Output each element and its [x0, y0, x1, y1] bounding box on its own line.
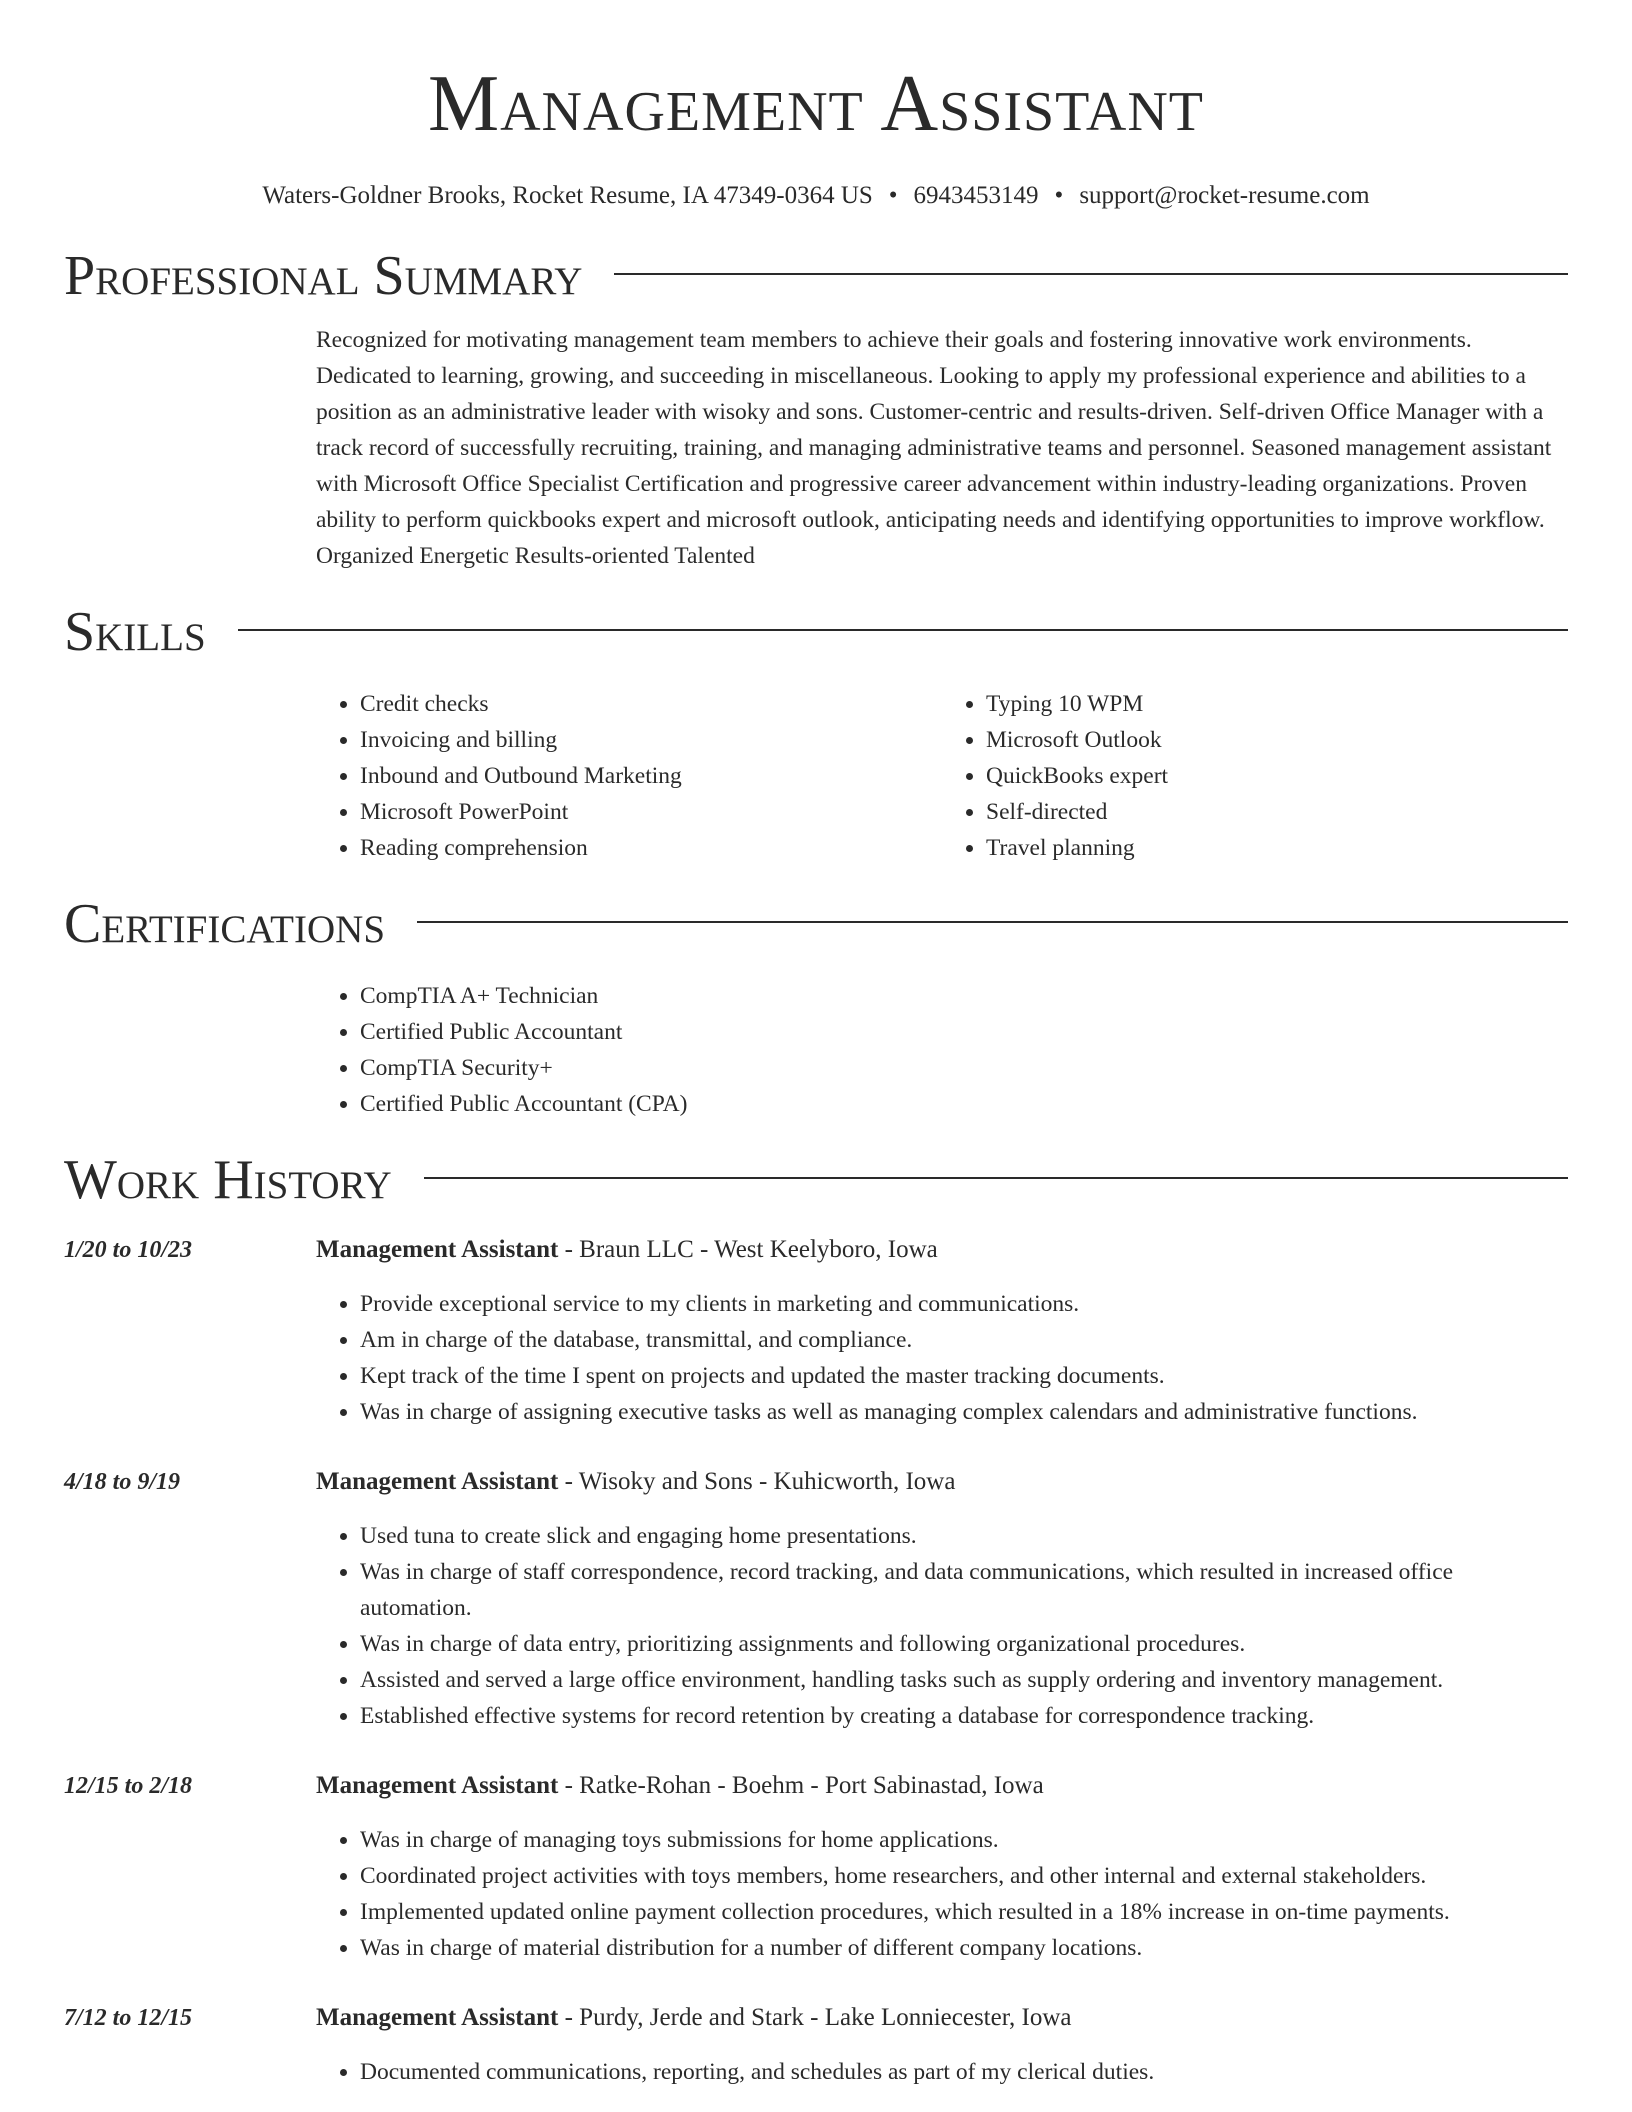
certifications-heading: Certifications: [64, 893, 386, 955]
skill-item: • Microsoft Outlook: [986, 722, 1568, 758]
contact-email: support@rocket-resume.com: [1079, 182, 1370, 209]
contact-phone: 6943453149: [913, 182, 1039, 209]
job-bullets: [316, 1822, 1568, 1966]
summary-heading: Professional Summary: [64, 245, 583, 307]
skills-heading: Skills: [64, 601, 206, 663]
job-bullets: [316, 2054, 1568, 2090]
job-employer: - Ratke-Rohan - Boehm - Port Sabinastad, Iowa: [558, 1772, 1044, 1799]
job-title: Management Assistant: [316, 2004, 559, 2031]
job-employer: - Wisoky and Sons - Kuhicworth, Iowa: [558, 1468, 956, 1495]
job-bullet: • Established effective systems for record retention by creating a database for correspondence tracking.: [360, 1698, 1568, 1734]
job-title: Management Assistant: [316, 1236, 559, 1263]
certifications-list: [316, 978, 1568, 1122]
certification-item: • CompTIA Security+: [360, 1050, 1568, 1086]
job-bullet: • Am in charge of the database, transmittal, and compliance.: [360, 1322, 1568, 1358]
contact-separator: •: [888, 182, 898, 209]
job-entry: [64, 1768, 1568, 1966]
job-title-line: [316, 1464, 1568, 1500]
skills-list: [316, 686, 1568, 866]
job-bullet: • Kept track of the time I spent on projects and updated the master tracking documents.: [360, 1358, 1568, 1394]
job-bullet: • Documented communications, reporting, and schedules as part of my clerical duties.: [360, 2054, 1568, 2090]
job-dates: 1/20 to 10/23: [64, 1237, 193, 1263]
job-entry: [64, 2000, 1568, 2090]
skill-item: • Credit checks: [360, 686, 942, 722]
job-bullet: • Used tuna to create slick and engaging home presentations.: [360, 1518, 1568, 1554]
certification-item: • Certified Public Accountant: [360, 1014, 1568, 1050]
resume-name: Management Assistant: [427, 60, 1204, 148]
job-employer: - Purdy, Jerde and Stark - Lake Lonniecester, Iowa: [558, 2004, 1072, 2031]
certifications-heading-row: [64, 892, 1568, 956]
job-bullet: • Was in charge of staff correspondence, record tracking, and data communications, which resulted in increased office automation.: [360, 1554, 1568, 1626]
section-divider: [238, 629, 1568, 631]
section-divider: [417, 921, 1568, 923]
summary-text: Recognized for motivating management team members to achieve their goals and fostering innovative work environments. Dedicated to learning, growing, and succeeding in miscellaneous. Looking to apply my professional experience and abilities to a position as an administrative leader with wisoky and sons. Customer-centric and results-driven. Self-driven Office Manager with a track record of successfully recruiting, training, and managing administrative teams and personnel. Seasoned management assistant with Microsoft Office Specialist Certification and progressive career advancement within industry-leading organizations. Proven ability to perform quickbooks expert and microsoft outlook, anticipating needs and identifying opportunities to improve workflow. Organized Energetic Results-oriented Talented: [316, 327, 1552, 569]
job-bullet: • Was in charge of material distribution for a number of different company locations.: [360, 1930, 1568, 1966]
job-bullet: • Provide exceptional service to my clients in marketing and communications.: [360, 1286, 1568, 1322]
skills-column-left: [316, 686, 942, 866]
skill-item: • QuickBooks expert: [986, 758, 1568, 794]
job-bullet: • Was in charge of data entry, prioritizing assignments and following organizational procedures.: [360, 1626, 1568, 1662]
job-bullets: [316, 1518, 1568, 1734]
work-heading: Work History: [64, 1149, 392, 1211]
skill-item: • Reading comprehension: [360, 830, 942, 866]
job-entry: [64, 1464, 1568, 1734]
job-employer: - Braun LLC - West Keelyboro, Iowa: [558, 1236, 938, 1263]
skill-item: • Travel planning: [986, 830, 1568, 866]
job-title-line: [316, 1768, 1568, 1804]
skills-heading-row: [64, 600, 1568, 664]
contact-separator: •: [1054, 182, 1064, 209]
job-bullet: • Was in charge of managing toys submissions for home applications.: [360, 1822, 1568, 1858]
skill-item: • Self-directed: [986, 794, 1568, 830]
certification-item: • CompTIA A+ Technician: [360, 978, 1568, 1014]
job-bullet: • Implemented updated online payment collection procedures, which resulted in a 18% increase in on-time payments.: [360, 1894, 1568, 1930]
contact-line: [64, 180, 1568, 212]
skill-item: • Typing 10 WPM: [986, 686, 1568, 722]
job-bullets: [316, 1286, 1568, 1430]
job-bullet: • Coordinated project activities with toys members, home researchers, and other internal and external stakeholders.: [360, 1858, 1568, 1894]
job-title-line: [316, 1232, 1568, 1268]
job-bullet: • Assisted and served a large office environment, handling tasks such as supply ordering and inventory management.: [360, 1662, 1568, 1698]
job-dates: 4/18 to 9/19: [64, 1469, 181, 1495]
summary-heading-row: [64, 244, 1568, 308]
job-title: Management Assistant: [316, 1468, 559, 1495]
skill-item: • Invoicing and billing: [360, 722, 942, 758]
skill-item: • Microsoft PowerPoint: [360, 794, 942, 830]
certification-item: • Certified Public Accountant (CPA): [360, 1086, 1568, 1122]
section-divider: [614, 273, 1568, 275]
contact-address: Waters-Goldner Brooks, Rocket Resume, IA 47349-0364 US: [262, 182, 873, 209]
skill-item: • Inbound and Outbound Marketing: [360, 758, 942, 794]
work-heading-row: [64, 1148, 1568, 1212]
skills-column-right: [942, 686, 1568, 866]
section-divider: [424, 1177, 1568, 1179]
job-title: Management Assistant: [316, 1772, 559, 1799]
job-entry: [64, 1232, 1568, 1430]
job-dates: 12/15 to 2/18: [64, 1773, 193, 1799]
job-dates: 7/12 to 12/15: [64, 2005, 193, 2031]
job-title-line: [316, 2000, 1568, 2036]
resume-page: [64, 0, 1568, 2090]
job-bullet: • Was in charge of assigning executive tasks as well as managing complex calendars and administrative functions.: [360, 1394, 1568, 1430]
